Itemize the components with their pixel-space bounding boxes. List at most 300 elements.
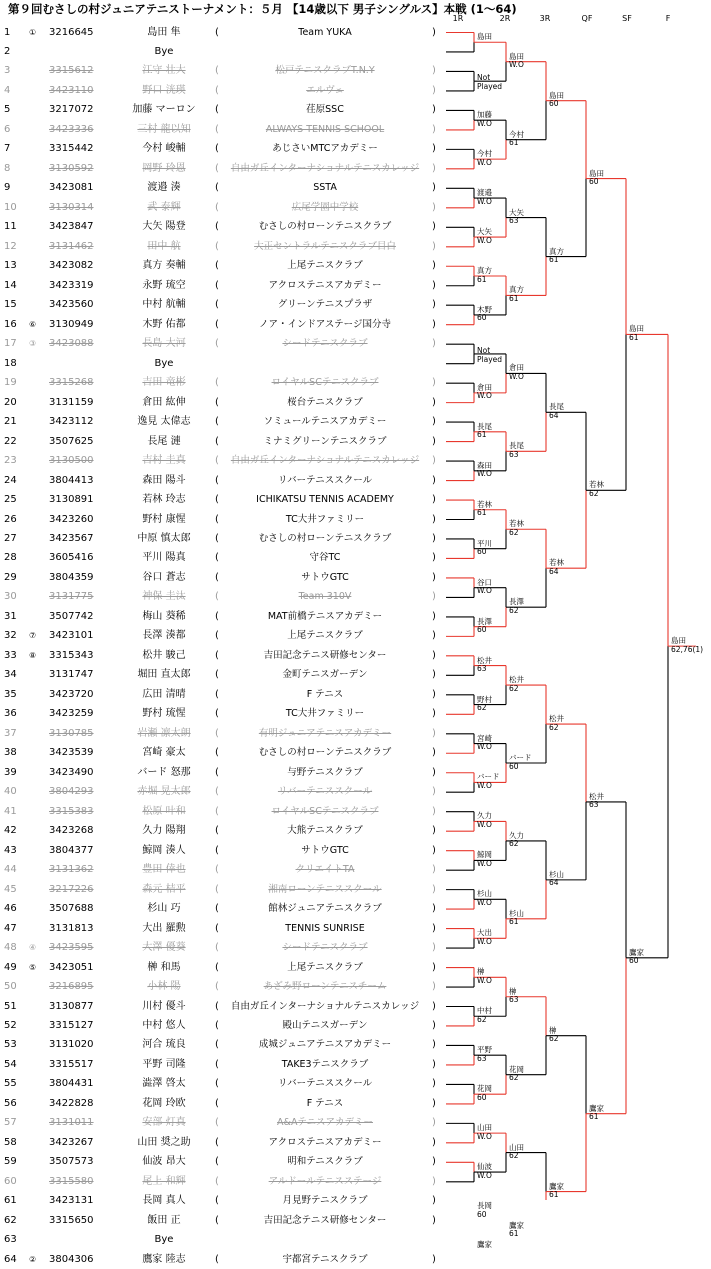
paren-close: ): [432, 942, 436, 954]
match-result: [589, 1105, 604, 1122]
club-name: 広尾学園中学校: [291, 201, 359, 213]
player-id: 3507573: [49, 1156, 94, 1168]
player-name: 豊田 倖也: [142, 864, 186, 876]
player-name: 野口 洸瑛: [142, 84, 186, 96]
match-score: 61: [477, 430, 487, 440]
match-score: 62: [477, 703, 487, 713]
draw-number: 20: [4, 396, 17, 408]
player-id: 3804413: [49, 474, 94, 486]
match-result: [589, 481, 604, 498]
club-name: あざみ野ローンテニスチーム: [263, 981, 387, 993]
paren-open: (: [215, 688, 219, 700]
match-score: 60: [629, 956, 639, 966]
paren-open: (: [215, 513, 219, 525]
match-result: [477, 851, 492, 868]
not-played-label: Not Played: [477, 73, 503, 92]
match-score: 62: [509, 683, 519, 693]
match-score: W.O: [477, 391, 492, 401]
paren-open: (: [215, 240, 219, 252]
player-id: 3423112: [49, 416, 94, 428]
winner-name: 大出: [477, 928, 492, 938]
player-id: 3131362: [49, 864, 94, 876]
club-name: ロイヤルSCテニスクラブ: [271, 805, 379, 817]
draw-number: 43: [4, 844, 17, 856]
match-result: [509, 209, 524, 226]
player-name: 平野 司隆: [142, 1058, 186, 1070]
winner-name: 谷口: [477, 577, 492, 587]
match-score: 63: [477, 664, 487, 674]
player-name: 安部 灯真: [142, 1117, 186, 1129]
player-id: 3423259: [49, 708, 94, 720]
winner-name: 杉山: [509, 908, 524, 918]
paren-close: ): [432, 961, 436, 973]
match-result: [477, 1202, 492, 1219]
paren-open: (: [215, 922, 219, 934]
draw-number: 28: [4, 552, 17, 564]
winner-name: 大矢: [509, 207, 524, 217]
player-id: 3131747: [49, 669, 94, 681]
paren-open: (: [215, 805, 219, 817]
match-score: 62: [509, 839, 519, 849]
player-id: 3130785: [49, 727, 94, 739]
club-name: 与野テニスクラブ: [287, 766, 363, 778]
seed-mark: ⑤: [29, 962, 37, 972]
club-name: SSTA: [313, 182, 337, 194]
draw-number: 35: [4, 688, 17, 700]
club-name: サトウGTC: [301, 571, 349, 583]
player-id: 3131011: [49, 1117, 94, 1129]
player-name: Bye: [154, 45, 174, 57]
match-score: 61: [549, 255, 559, 265]
match-result: [549, 871, 564, 888]
player-id: 3130949: [49, 318, 94, 330]
paren-open: (: [215, 825, 219, 837]
winner-name: 島田: [671, 636, 686, 646]
draw-number: 46: [4, 903, 17, 915]
player-name: 吉田 竜彬: [142, 377, 186, 389]
round-header-3r: 3R: [539, 14, 551, 23]
match-result: [477, 696, 492, 713]
match-result: [477, 150, 492, 167]
draw-number: 56: [4, 1097, 17, 1109]
draw-number: 14: [4, 279, 17, 291]
draw-number: 36: [4, 708, 17, 720]
match-result: [477, 267, 492, 284]
match-result: [549, 92, 564, 109]
draw-number: 24: [4, 474, 17, 486]
match-score: 60: [509, 761, 519, 771]
paren-close: ): [432, 416, 436, 428]
round-header-f: F: [665, 14, 671, 23]
paren-open: (: [215, 532, 219, 544]
paren-close: ): [432, 532, 436, 544]
paren-open: (: [215, 1039, 219, 1051]
draw-number: 49: [4, 961, 17, 973]
player-id: 3217226: [49, 883, 94, 895]
player-name: 宮崎 豪太: [142, 747, 186, 759]
player-name: 永野 琉空: [142, 279, 186, 291]
match-result: [477, 968, 492, 985]
paren-close: ): [432, 1019, 436, 1031]
player-id: 3315650: [49, 1214, 94, 1226]
match-score: 64: [549, 566, 559, 576]
draw-number: 7: [4, 143, 11, 155]
paren-open: (: [215, 299, 219, 311]
player-name: 中村 悠人: [142, 1019, 186, 1031]
match-score: 62: [509, 1151, 519, 1161]
paren-close: ): [432, 1136, 436, 1148]
draw-number: 23: [4, 455, 17, 467]
club-name: 成城ジュニアテニスアカデミー: [258, 1039, 392, 1051]
match-score: W.O: [477, 469, 492, 479]
draw-number: 64: [4, 1253, 17, 1265]
match-result: [477, 73, 505, 91]
match-result: [477, 1007, 492, 1024]
draw-number: 59: [4, 1156, 17, 1168]
draw-number: 47: [4, 922, 17, 934]
paren-close: ): [432, 123, 436, 135]
paren-close: ): [432, 864, 436, 876]
draw-number: 54: [4, 1058, 17, 1070]
draw-entry-row: [0, 1251, 445, 1269]
club-name: リバーテニススクール: [277, 474, 373, 486]
paren-open: (: [215, 766, 219, 778]
winner-name: 鷹家: [477, 1240, 492, 1249]
match-result: [509, 364, 524, 381]
draw-number: 4: [4, 84, 11, 96]
draw-number: 60: [4, 1175, 17, 1187]
seed-mark: ②: [29, 1254, 37, 1264]
player-name: 長島 大河: [142, 338, 186, 350]
club-name: クリエイトTA: [295, 864, 355, 876]
player-id: 3423319: [49, 279, 94, 291]
player-name: 長岡 真人: [142, 1195, 186, 1207]
player-name: 鷹家 陸志: [142, 1253, 186, 1265]
club-name: 大熊テニスクラブ: [287, 825, 363, 837]
winner-name: 松井: [549, 714, 564, 724]
not-played-label: Not Played: [477, 345, 503, 364]
match-score: 62: [477, 1014, 487, 1024]
paren-open: (: [215, 84, 219, 96]
player-id: 3423088: [49, 338, 94, 350]
paren-open: (: [215, 318, 219, 330]
winner-name: 島田: [509, 51, 524, 61]
club-name: 吉田記念テニス研修センター: [263, 649, 387, 661]
winner-name: 久力: [509, 830, 524, 840]
paren-open: (: [215, 416, 219, 428]
player-id: 3804377: [49, 844, 94, 856]
paren-open: (: [215, 571, 219, 583]
player-id: 3131813: [49, 922, 94, 934]
winner-name: 鷹家: [589, 1103, 604, 1113]
paren-close: ): [432, 104, 436, 116]
match-result: [477, 890, 492, 907]
winner-name: 長尾: [477, 421, 492, 431]
match-score: 61: [509, 1229, 519, 1239]
winner-name: 長岡: [477, 1201, 492, 1211]
club-name: F テニス: [306, 1097, 344, 1109]
winner-name: 倉田: [509, 363, 524, 373]
winner-name: 花岡: [477, 1084, 492, 1094]
player-id: 3216895: [49, 981, 94, 993]
player-id: 3131159: [49, 396, 94, 408]
club-name: 月見野テニスクラブ: [282, 1195, 368, 1207]
draw-number: 58: [4, 1136, 17, 1148]
round-header-qf: QF: [581, 14, 593, 23]
draw-number: 2: [4, 45, 11, 57]
draw-number: 50: [4, 981, 17, 993]
draw-number: 19: [4, 377, 17, 389]
club-name: ソミュールテニスアカデミー: [263, 416, 387, 428]
player-name: 島田 隼: [147, 26, 181, 38]
paren-close: ): [432, 1097, 436, 1109]
match-score: W.O: [509, 60, 524, 70]
match-score: W.O: [477, 586, 492, 596]
club-name: 明和テニスクラブ: [287, 1156, 363, 1168]
match-result: [549, 1027, 559, 1044]
paren-open: (: [215, 727, 219, 739]
paren-close: ): [432, 1039, 436, 1051]
club-name: Team 310V: [298, 591, 352, 603]
draw-number: 40: [4, 786, 17, 798]
player-id: 3131462: [49, 240, 94, 252]
draw-number: 44: [4, 864, 17, 876]
player-id: 3423110: [49, 84, 94, 96]
match-score: W.O: [477, 742, 492, 752]
match-score: W.O: [477, 897, 492, 907]
match-result: [477, 1163, 492, 1180]
match-score: 64: [549, 410, 559, 420]
player-name: 森田 陽斗: [142, 474, 186, 486]
draw-number: 25: [4, 494, 17, 506]
paren-close: ): [432, 903, 436, 915]
paren-open: (: [215, 1195, 219, 1207]
paren-close: ): [432, 805, 436, 817]
paren-open: (: [215, 104, 219, 116]
player-name: Bye: [154, 1234, 174, 1246]
winner-name: 野村: [477, 694, 492, 704]
match-result: [477, 111, 492, 128]
match-result: [589, 793, 604, 810]
match-result: [477, 423, 492, 440]
club-name: アクロステニスアカデミー: [268, 279, 382, 291]
draw-number: 53: [4, 1039, 17, 1051]
winner-name: 真方: [549, 246, 564, 256]
player-name: 大澤 優葵: [142, 942, 186, 954]
paren-open: (: [215, 1117, 219, 1129]
winner-name: 長澤: [509, 597, 524, 607]
draw-number: 34: [4, 669, 17, 681]
paren-open: (: [215, 669, 219, 681]
match-score: 62,76(1): [671, 644, 704, 654]
player-id: 3423260: [49, 513, 94, 525]
match-result: [477, 812, 492, 829]
match-result: [549, 1183, 564, 1200]
player-id: 3423490: [49, 766, 94, 778]
club-name: A&Aテニスアカデミー: [277, 1117, 373, 1129]
player-name: バード 怒那: [137, 766, 191, 778]
match-result: [477, 462, 492, 479]
paren-close: ): [432, 65, 436, 77]
paren-open: (: [215, 201, 219, 213]
player-name: 木野 佑都: [142, 318, 186, 330]
player-name: 谷口 蒼志: [142, 571, 186, 583]
match-score: 61: [477, 508, 487, 518]
paren-open: (: [215, 630, 219, 642]
match-score: 60: [589, 177, 599, 187]
paren-close: ): [432, 240, 436, 252]
club-name: 大正セントラルテニスクラブ目白: [254, 240, 396, 252]
match-score: W.O: [509, 371, 524, 381]
winner-name: 島田: [549, 90, 564, 100]
club-name: エルヴェ: [306, 84, 344, 96]
player-id: 3315268: [49, 377, 94, 389]
player-name: 神保 圭汰: [142, 591, 186, 603]
club-name: ロイヤルSCテニスクラブ: [271, 377, 379, 389]
player-id: 3423720: [49, 688, 94, 700]
paren-open: (: [215, 455, 219, 467]
draw-number: 55: [4, 1078, 17, 1090]
club-name: あじさいMTCアカデミー: [272, 143, 378, 155]
club-name: 金町テニスガーデン: [282, 669, 368, 681]
seed-mark: ⑥: [29, 319, 37, 329]
draw-number: 6: [4, 123, 11, 135]
player-name: 若林 玲志: [142, 494, 186, 506]
round-header-sf: SF: [622, 14, 632, 23]
player-name: 逸見 太偉志: [137, 416, 191, 428]
draw-number: 62: [4, 1214, 17, 1226]
club-name: 自由ガ丘インターナショナルテニスカレッジ: [230, 1000, 420, 1012]
match-result: [477, 384, 492, 401]
paren-close: ): [432, 883, 436, 895]
draw-number: 33: [4, 649, 17, 661]
winner-name: 長澤: [477, 616, 492, 626]
player-id: 3423268: [49, 825, 94, 837]
paren-close: ): [432, 455, 436, 467]
paren-close: ): [432, 669, 436, 681]
player-name: Bye: [154, 357, 174, 369]
paren-open: (: [215, 1000, 219, 1012]
player-id: 3804293: [49, 786, 94, 798]
match-result: [477, 1046, 492, 1063]
player-id: 3315127: [49, 1019, 94, 1031]
paren-close: ): [432, 727, 436, 739]
club-name: アクロステニスアカデミー: [268, 1136, 382, 1148]
draw-number: 37: [4, 727, 17, 739]
player-name: 中村 航輔: [142, 299, 186, 311]
paren-close: ): [432, 1078, 436, 1090]
match-result: [509, 910, 524, 927]
paren-close: ): [432, 766, 436, 778]
winner-name: 杉山: [549, 869, 564, 879]
player-name: 小林 陽: [147, 981, 181, 993]
match-score: 61: [629, 332, 639, 342]
match-score: W.O: [477, 235, 492, 245]
winner-name: 中村: [477, 1006, 492, 1016]
club-name: 自由ガ丘インターナショナルテニスカレッジ: [230, 162, 420, 174]
club-name: 吉田記念テニス研修センター: [263, 1214, 387, 1226]
draw-number: 1: [4, 26, 11, 38]
match-score: W.O: [477, 936, 492, 946]
club-name: むさしの村ローンテニスクラブ: [258, 221, 392, 233]
paren-open: (: [215, 864, 219, 876]
winner-name: 平川: [477, 538, 492, 548]
paren-close: ): [432, 591, 436, 603]
match-score: 60: [549, 99, 559, 109]
player-name: 松井 駿己: [142, 649, 186, 661]
player-id: 3131020: [49, 1039, 94, 1051]
winner-name: 久力: [477, 811, 492, 821]
player-name: 久力 陽翔: [142, 825, 186, 837]
match-score: 62: [589, 488, 599, 498]
match-score: 61: [549, 1190, 559, 1200]
player-id: 3217072: [49, 104, 94, 116]
seed-mark: ④: [29, 943, 37, 953]
winner-name: 仙波: [477, 1162, 492, 1172]
winner-name: 倉田: [477, 382, 492, 392]
draw-number: 61: [4, 1195, 17, 1207]
player-name: 野村 康惺: [142, 513, 186, 525]
paren-close: ): [432, 260, 436, 272]
match-result: [477, 228, 492, 245]
paren-open: (: [215, 981, 219, 993]
draw-number: 51: [4, 1000, 17, 1012]
club-name: 上尾テニスクラブ: [287, 260, 363, 272]
player-id: 3315383: [49, 805, 94, 817]
draw-entry-row: [0, 1231, 445, 1249]
player-name: 広田 清晴: [142, 688, 186, 700]
player-id: 3423267: [49, 1136, 94, 1148]
match-result: [509, 1144, 524, 1161]
winner-name: 島田: [629, 324, 644, 334]
player-id: 3423595: [49, 942, 94, 954]
paren-close: ): [432, 474, 436, 486]
player-id: 3315442: [49, 143, 94, 155]
player-name: 飯田 正: [147, 1214, 181, 1226]
club-name: シードテニスクラブ: [282, 942, 368, 954]
match-result: [509, 988, 519, 1005]
match-score: W.O: [477, 975, 492, 985]
draw-number: 13: [4, 260, 17, 272]
club-name: 自由ガ丘インターナショナルテニスカレッジ: [230, 455, 420, 467]
player-id: 3130877: [49, 1000, 94, 1012]
player-id: 3130891: [49, 494, 94, 506]
paren-close: ): [432, 201, 436, 213]
draw-number: 11: [4, 221, 17, 233]
paren-open: (: [215, 377, 219, 389]
draw-number: 26: [4, 513, 17, 525]
player-id: 3423539: [49, 747, 94, 759]
player-name: 倉田 紘伸: [142, 396, 186, 408]
winner-name: 宮崎: [477, 733, 492, 743]
draw-number: 18: [4, 357, 17, 369]
winner-name: 松井: [477, 655, 492, 665]
match-score: 64: [549, 878, 559, 888]
paren-close: ): [432, 1156, 436, 1168]
club-name: ALWAYS TENNIS SCHOOL: [265, 123, 385, 135]
club-name: サトウGTC: [301, 844, 349, 856]
match-result: [509, 442, 524, 459]
match-result: [589, 170, 604, 187]
draw-number: 32: [4, 630, 17, 642]
paren-close: ): [432, 649, 436, 661]
match-score: 60: [477, 547, 487, 557]
player-name: 今村 峻輔: [142, 143, 186, 155]
match-score: 63: [509, 216, 519, 226]
draw-number: 42: [4, 825, 17, 837]
paren-close: ): [432, 844, 436, 856]
winner-name: 松井: [589, 791, 604, 801]
